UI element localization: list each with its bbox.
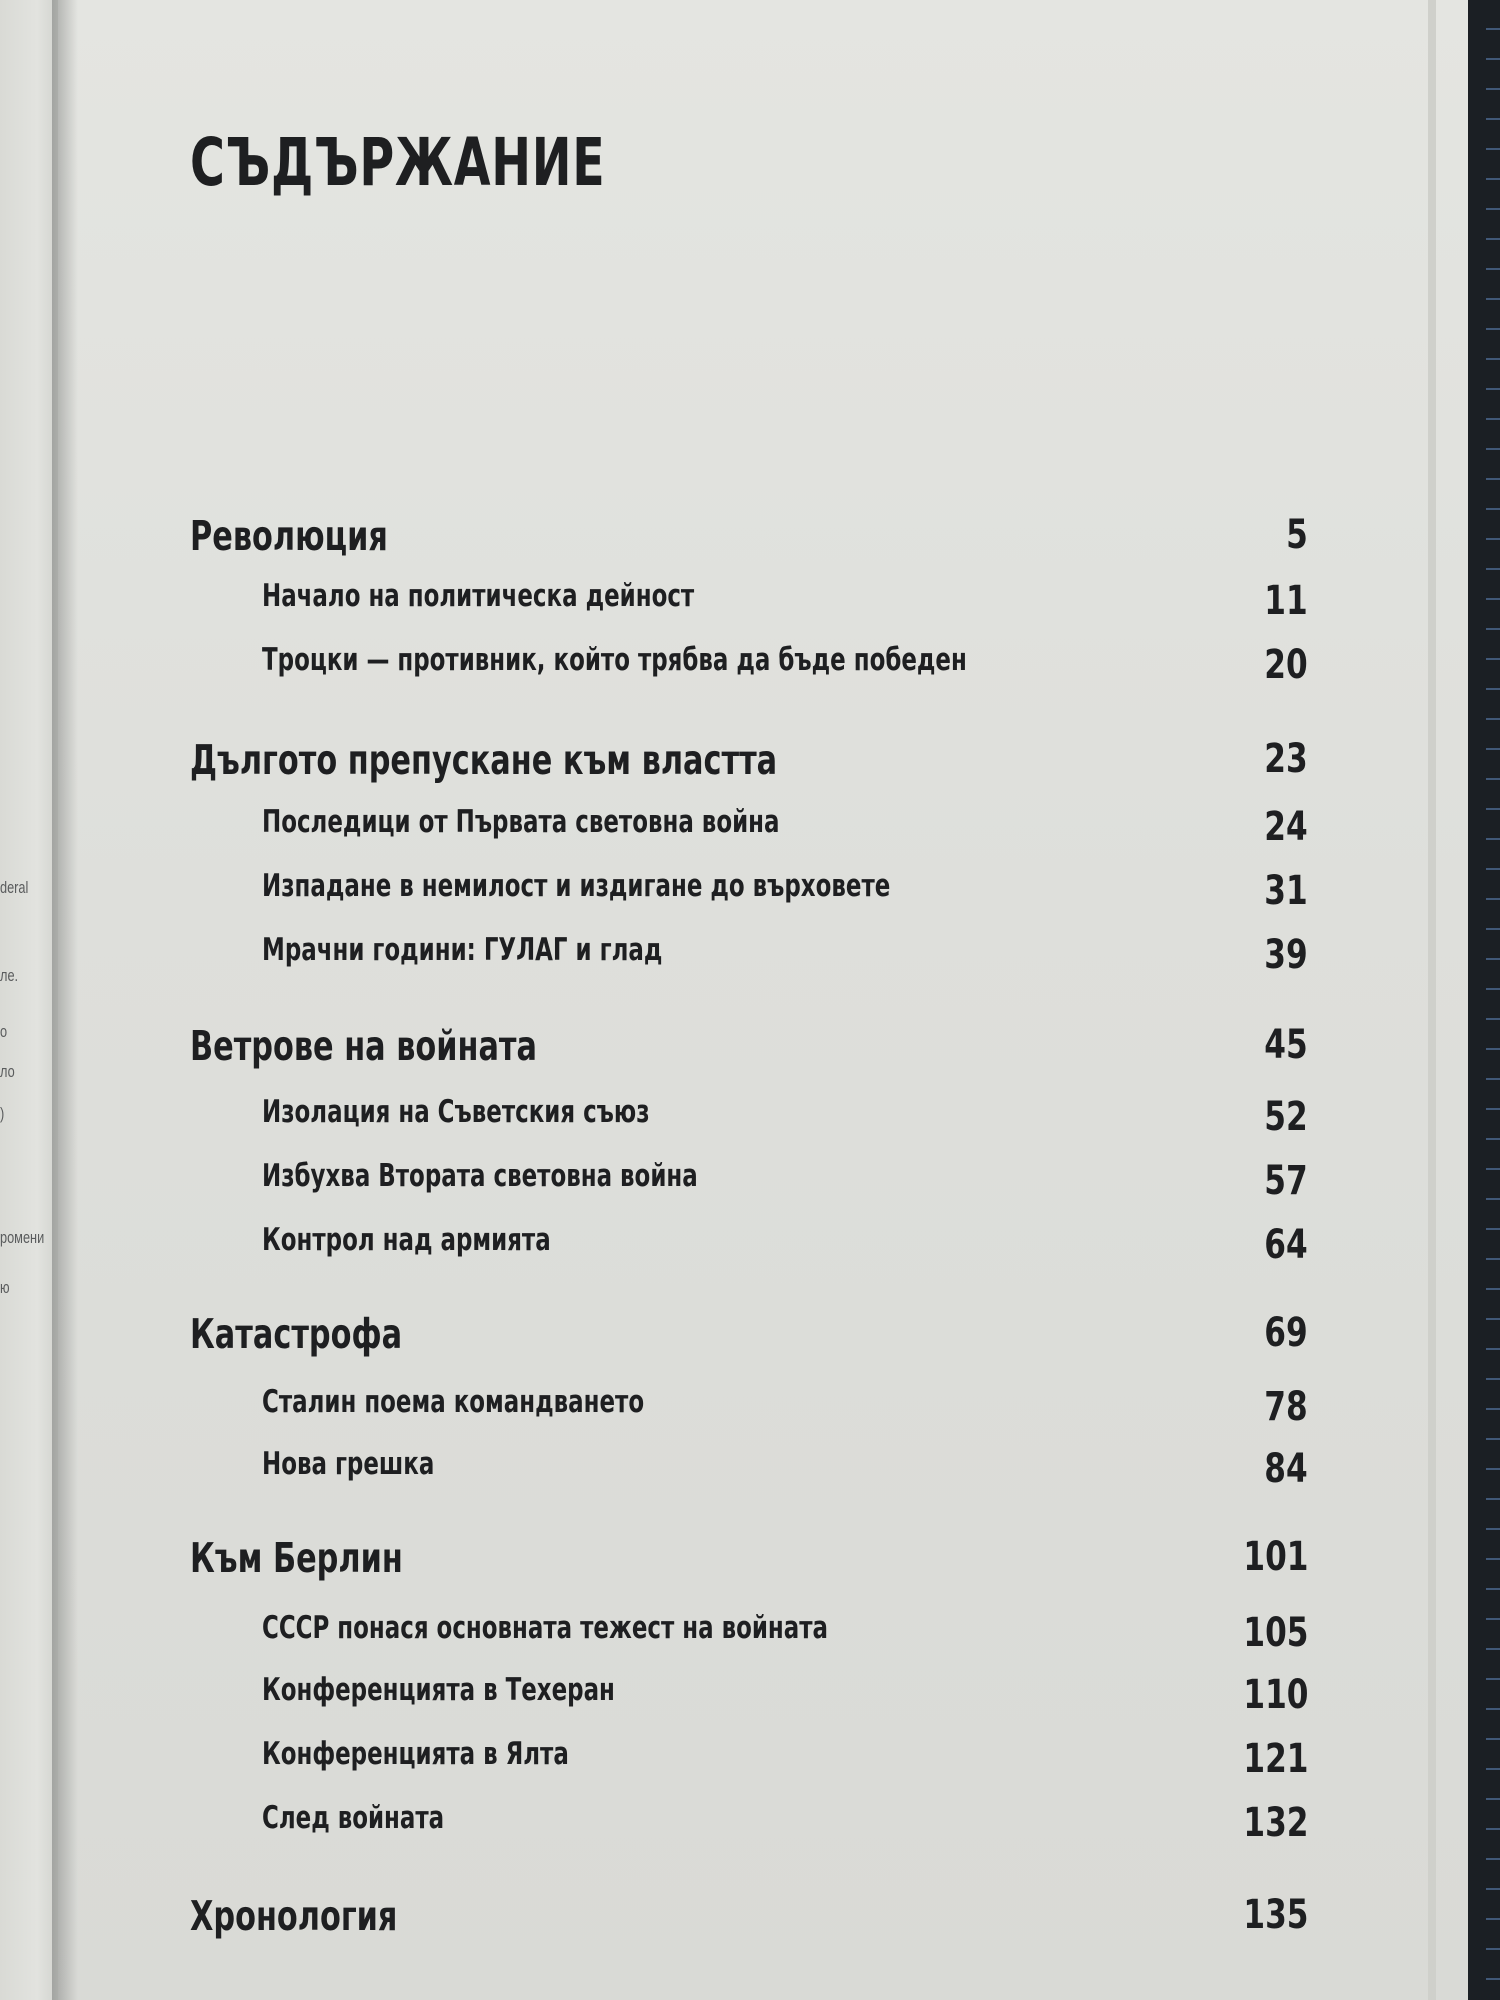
section-page-number: 31 bbox=[1264, 868, 1308, 914]
section-title: Контрол над армията bbox=[262, 1222, 551, 1258]
chapter-page-number: 5 bbox=[1286, 512, 1308, 558]
section-page-number: 110 bbox=[1242, 1672, 1308, 1718]
toc-section-row bbox=[0, 804, 1500, 854]
toc-chapter-row bbox=[0, 1310, 1500, 1360]
adjacent-page-fragment: ю bbox=[0, 1278, 10, 1297]
chapter-title: Дългото препускане към властта bbox=[190, 736, 778, 784]
page-title: СЪДЪРЖАНИЕ bbox=[190, 124, 606, 201]
section-title: Конференцията в Ялта bbox=[262, 1736, 569, 1772]
toc-section-row bbox=[0, 1158, 1500, 1208]
toc-chapter-row bbox=[0, 1534, 1500, 1584]
toc-section-row bbox=[0, 642, 1500, 692]
section-page-number: 24 bbox=[1264, 804, 1308, 850]
toc-section-row bbox=[0, 1446, 1500, 1496]
adjacent-page-fragment: ромени bbox=[0, 1228, 45, 1247]
section-page-number: 132 bbox=[1242, 1800, 1308, 1846]
section-page-number: 78 bbox=[1264, 1384, 1308, 1430]
chapter-title: Към Берлин bbox=[190, 1534, 403, 1582]
toc-chapter-row bbox=[0, 736, 1500, 786]
section-title: СССР понася основната тежест на войната bbox=[262, 1610, 829, 1646]
section-title: Нова грешка bbox=[262, 1446, 435, 1482]
toc-section-row bbox=[0, 1672, 1500, 1722]
section-page-number: 52 bbox=[1264, 1094, 1308, 1140]
chapter-page-number: 45 bbox=[1264, 1022, 1308, 1068]
adjacent-page-fragment: deral bbox=[0, 878, 29, 897]
toc-section-row bbox=[0, 1610, 1500, 1660]
toc-section-row bbox=[0, 1736, 1500, 1786]
section-page-number: 20 bbox=[1264, 642, 1308, 688]
toc-chapter-row bbox=[0, 1892, 1500, 1942]
section-page-number: 121 bbox=[1242, 1736, 1308, 1782]
adjacent-page-fragment: ) bbox=[0, 1104, 5, 1123]
toc-section-row bbox=[0, 1384, 1500, 1434]
section-title: Изпадане в немилост и издигане до върховете bbox=[262, 868, 891, 904]
section-title: След войната bbox=[262, 1800, 445, 1836]
chapter-title: Катастрофа bbox=[190, 1310, 403, 1358]
section-title: Сталин поема командването bbox=[262, 1384, 645, 1420]
toc-chapter-row bbox=[0, 1022, 1500, 1072]
adjacent-page-fragment: ле. bbox=[0, 966, 19, 985]
adjacent-page-fragment: ло bbox=[0, 1062, 15, 1081]
section-title: Начало на политическа дейност bbox=[262, 578, 695, 614]
chapter-page-number: 69 bbox=[1264, 1310, 1308, 1356]
section-page-number: 84 bbox=[1264, 1446, 1308, 1492]
section-title: Мрачни години: ГУЛАГ и глад bbox=[262, 932, 663, 968]
section-page-number: 39 bbox=[1264, 932, 1308, 978]
toc-section-row bbox=[0, 868, 1500, 918]
chapter-page-number: 135 bbox=[1242, 1892, 1308, 1938]
adjacent-page-fragment: о bbox=[0, 1022, 8, 1041]
section-title: Последици от Първата световна война bbox=[262, 804, 780, 840]
chapter-title: Ветрове на войната bbox=[190, 1022, 537, 1070]
chapter-title: Революция bbox=[190, 512, 388, 560]
toc-section-row bbox=[0, 578, 1500, 628]
chapter-title: Хронология bbox=[190, 1892, 398, 1940]
toc-chapter-row bbox=[0, 512, 1500, 562]
chapter-page-number: 101 bbox=[1242, 1534, 1308, 1580]
section-page-number: 11 bbox=[1264, 578, 1308, 624]
toc-section-row bbox=[0, 1800, 1500, 1850]
section-page-number: 105 bbox=[1242, 1610, 1308, 1656]
toc-section-row bbox=[0, 932, 1500, 982]
section-title: Изолация на Съветския съюз bbox=[262, 1094, 650, 1130]
section-page-number: 57 bbox=[1264, 1158, 1308, 1204]
section-page-number: 64 bbox=[1264, 1222, 1308, 1268]
toc-section-row bbox=[0, 1094, 1500, 1144]
toc-section-row bbox=[0, 1222, 1500, 1272]
section-title: Троцки — противник, който трябва да бъде победен bbox=[262, 642, 967, 678]
chapter-page-number: 23 bbox=[1264, 736, 1308, 782]
section-title: Конференцията в Техеран bbox=[262, 1672, 615, 1708]
section-title: Избухва Втората световна война bbox=[262, 1158, 698, 1194]
